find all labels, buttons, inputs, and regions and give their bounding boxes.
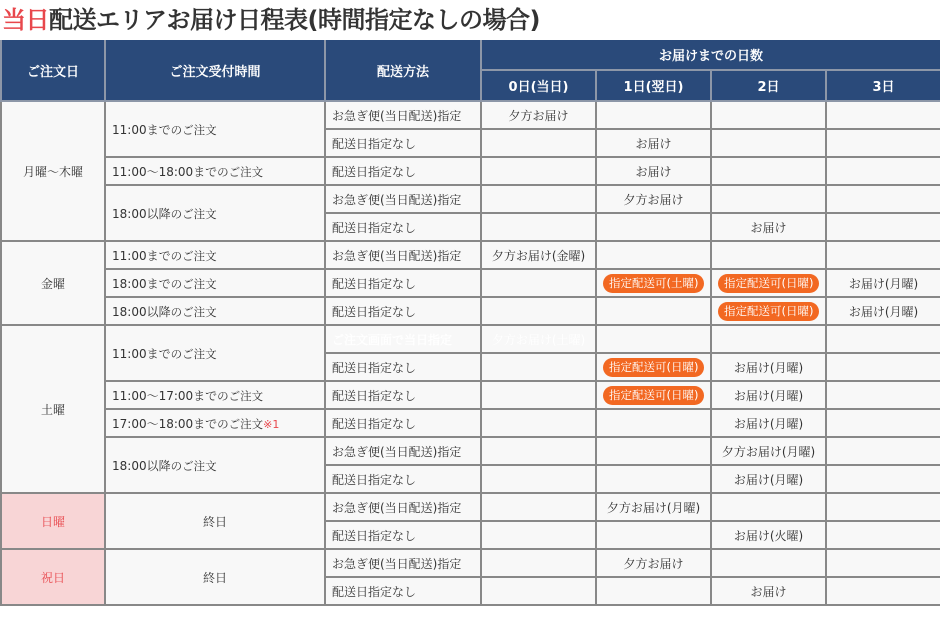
table-row <box>1 493 940 521</box>
method-cell: 配送日指定なし <box>325 129 481 157</box>
delivery-cell: 夕方お届け(月曜) <box>596 493 711 521</box>
order-time-cell: 18:00以降のご注文 <box>105 185 325 241</box>
delivery-cell <box>826 409 940 437</box>
delivery-cell: お届け <box>711 577 826 605</box>
header-day-2: 2日 <box>711 70 826 101</box>
method-cell: 配送日指定なし <box>325 353 481 381</box>
delivery-cell <box>481 409 596 437</box>
header-days-group: お届けまでの日数 <box>481 40 940 70</box>
delivery-cell: お届け(月曜) <box>826 297 940 325</box>
delivery-cell <box>826 325 940 353</box>
designated-delivery-badge: 指定配送可(日曜) <box>603 386 704 405</box>
delivery-cell <box>596 409 711 437</box>
order-day-cell: 月曜〜木曜 <box>1 101 105 241</box>
delivery-cell <box>826 437 940 465</box>
delivery-cell <box>826 241 940 269</box>
order-time-cell: 11:00までのご注文 <box>105 101 325 157</box>
delivery-cell <box>481 549 596 577</box>
designated-delivery-badge: 指定配送可(日曜) <box>718 274 819 293</box>
delivery-cell <box>481 465 596 493</box>
delivery-cell <box>826 381 940 409</box>
delivery-cell <box>596 353 711 381</box>
delivery-cell <box>826 493 940 521</box>
delivery-cell: 夕方お届け(月曜) <box>711 437 826 465</box>
designated-delivery-badge: 指定配送可(土曜) <box>603 274 704 293</box>
delivery-cell <box>826 353 940 381</box>
method-cell: お急ぎ便(当日配送)指定 <box>325 437 481 465</box>
delivery-cell <box>596 269 711 297</box>
order-day-cell: 日曜 <box>1 493 105 549</box>
delivery-cell: お届け(月曜) <box>711 465 826 493</box>
order-time-cell: 11:00〜18:00までのご注文 <box>105 157 325 185</box>
method-cell: お急ぎ便(当日配送)指定 <box>325 549 481 577</box>
delivery-cell <box>711 157 826 185</box>
delivery-cell <box>596 101 711 129</box>
method-cell: お急ぎ便(当日配送)指定 <box>325 241 481 269</box>
order-time-cell: 終日 <box>105 549 325 605</box>
delivery-cell <box>481 213 596 241</box>
order-time-cell: 18:00までのご注文 <box>105 269 325 297</box>
order-day-cell: 祝日 <box>1 549 105 605</box>
order-day-cell: 土曜 <box>1 325 105 493</box>
delivery-cell <box>481 157 596 185</box>
header-order-day: ご注文日 <box>1 40 105 101</box>
order-time-cell: 終日 <box>105 493 325 549</box>
order-time-cell: 18:00以降のご注文 <box>105 297 325 325</box>
table-row <box>1 549 940 577</box>
table-row <box>1 157 940 185</box>
delivery-cell <box>826 129 940 157</box>
header-day-1: 1日(翌日) <box>596 70 711 101</box>
order-time-cell: 11:00〜17:00までのご注文 <box>105 381 325 409</box>
delivery-cell <box>596 577 711 605</box>
delivery-cell <box>826 101 940 129</box>
designated-delivery-badge: 指定配送可(日曜) <box>603 358 704 377</box>
delivery-cell <box>481 521 596 549</box>
table-row <box>1 241 940 269</box>
delivery-cell: お届け <box>711 213 826 241</box>
delivery-cell: 夕方お届け(金曜) <box>481 241 596 269</box>
delivery-cell <box>826 465 940 493</box>
delivery-cell <box>596 437 711 465</box>
delivery-cell <box>826 577 940 605</box>
delivery-cell: お届け <box>596 157 711 185</box>
delivery-cell <box>596 325 711 353</box>
order-time-cell: 11:00までのご注文 <box>105 325 325 381</box>
table-row <box>1 325 940 353</box>
delivery-cell <box>481 269 596 297</box>
delivery-cell: 夕方お届け <box>596 185 711 213</box>
method-cell: 配送日指定なし <box>325 213 481 241</box>
method-cell: 配送日指定なし <box>325 577 481 605</box>
delivery-cell <box>826 157 940 185</box>
delivery-cell: 夕方お届け(土曜) <box>481 325 596 353</box>
delivery-cell <box>596 297 711 325</box>
header-order-time: ご注文受付時間 <box>105 40 325 101</box>
table-row <box>1 437 940 465</box>
order-time-cell: 11:00までのご注文 <box>105 241 325 269</box>
table-row <box>1 409 940 437</box>
delivery-cell <box>596 521 711 549</box>
method-cell: 配送日指定なし <box>325 157 481 185</box>
footnote-marker: ※1 <box>263 417 280 431</box>
method-cell: お急ぎ便(当日配送)指定 <box>325 185 481 213</box>
delivery-cell <box>826 213 940 241</box>
delivery-cell: お届け(月曜) <box>711 409 826 437</box>
delivery-cell <box>711 269 826 297</box>
header-day-0: 0日(当日) <box>481 70 596 101</box>
delivery-cell <box>711 101 826 129</box>
delivery-cell: お届け(月曜) <box>826 269 940 297</box>
order-time-cell: 18:00以降のご注文 <box>105 437 325 493</box>
delivery-cell <box>596 465 711 493</box>
delivery-cell: お届け(月曜) <box>711 381 826 409</box>
table-row <box>1 185 940 213</box>
delivery-cell <box>481 493 596 521</box>
delivery-cell <box>711 325 826 353</box>
method-cell: 配送日指定なし <box>325 269 481 297</box>
method-cell: 配送日指定なし <box>325 297 481 325</box>
table-row <box>1 297 940 325</box>
delivery-cell: お届け(月曜) <box>711 353 826 381</box>
delivery-cell <box>711 241 826 269</box>
table-row <box>1 101 940 129</box>
delivery-cell <box>711 549 826 577</box>
delivery-cell <box>711 185 826 213</box>
method-cell: 配送日指定なし <box>325 381 481 409</box>
designated-delivery-badge: 指定配送可(日曜) <box>718 302 819 321</box>
delivery-cell <box>596 381 711 409</box>
method-cell: お急ぎ便(当日配送)指定 <box>325 493 481 521</box>
order-day-cell: 金曜 <box>1 241 105 325</box>
delivery-cell <box>481 381 596 409</box>
title-text: 配送エリアお届け日程表(時間指定なしの場合) <box>49 6 540 34</box>
table-row <box>1 269 940 297</box>
method-cell: 配送日指定なし <box>325 409 481 437</box>
header-method: 配送方法 <box>325 40 481 101</box>
table-row <box>1 381 940 409</box>
delivery-cell: お届け <box>596 129 711 157</box>
delivery-cell <box>711 297 826 325</box>
delivery-cell <box>481 129 596 157</box>
delivery-schedule-table <box>0 40 940 606</box>
delivery-cell <box>481 353 596 381</box>
header-day-3: 3日 <box>826 70 940 101</box>
delivery-cell <box>481 185 596 213</box>
delivery-cell: お届け(火曜) <box>711 521 826 549</box>
method-cell: ご注文画面で当日指定 <box>325 325 481 353</box>
method-cell: 配送日指定なし <box>325 521 481 549</box>
delivery-cell: 夕方お届け <box>481 101 596 129</box>
order-time-cell: 17:00〜18:00までのご注文※1 <box>105 409 325 437</box>
delivery-cell <box>711 493 826 521</box>
delivery-cell: 夕方お届け <box>596 549 711 577</box>
delivery-cell <box>596 241 711 269</box>
delivery-cell <box>481 297 596 325</box>
method-cell: お急ぎ便(当日配送)指定 <box>325 101 481 129</box>
delivery-cell <box>826 185 940 213</box>
delivery-cell <box>596 213 711 241</box>
delivery-cell <box>481 577 596 605</box>
title-accent: 当日 <box>2 6 49 34</box>
method-cell: 配送日指定なし <box>325 465 481 493</box>
delivery-cell <box>826 549 940 577</box>
page-title <box>2 2 540 38</box>
delivery-cell <box>711 129 826 157</box>
delivery-cell <box>826 521 940 549</box>
delivery-cell <box>481 437 596 465</box>
